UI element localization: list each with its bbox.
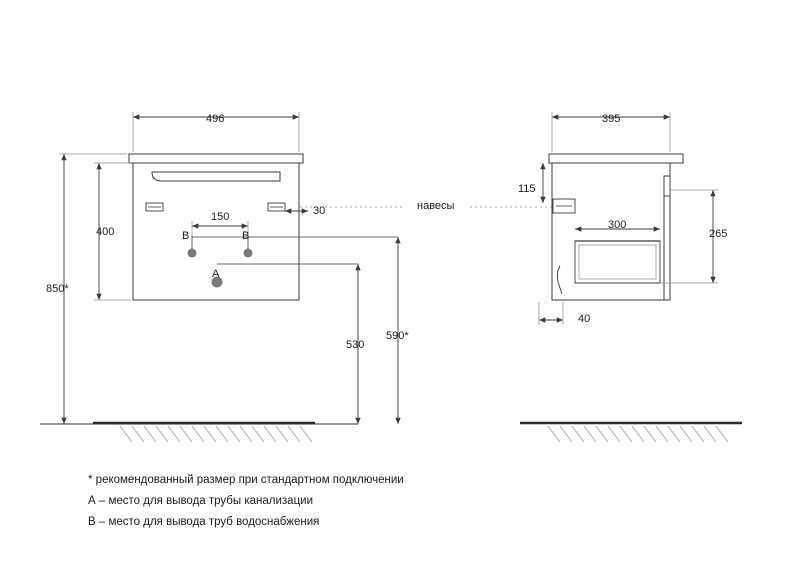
label-side-300: 300 (608, 219, 627, 231)
floor-line-right (520, 423, 742, 442)
label-side-width: 395 (602, 113, 621, 125)
label-hanger-note: навесы (417, 200, 455, 212)
floor-line-left (40, 423, 358, 442)
label-dim-530: 530 (346, 339, 365, 351)
label-front-height: 400 (96, 226, 115, 238)
legend-line-2: А – место для вывода трубы канализации (88, 495, 314, 507)
label-marker-a: A (212, 268, 220, 280)
legend-line-3: В – место для вывода труб водоснабжения (88, 516, 320, 528)
legend-line-1: * рекомендованный размер при стандартном подключении (88, 474, 404, 486)
legend (88, 470, 608, 533)
label-front-total-height: 850* (46, 283, 69, 295)
label-marker-b-right: B (242, 230, 250, 242)
label-side-265: 265 (709, 228, 728, 240)
label-hanger-offset: 30 (313, 205, 326, 217)
label-side-40: 40 (578, 313, 591, 325)
label-front-width: 496 (206, 113, 225, 125)
label-side-115: 115 (518, 183, 536, 195)
label-marker-b-left: B (182, 230, 190, 242)
dim-side-40 (539, 302, 563, 325)
label-dim-590: 590* (386, 330, 409, 342)
label-b-spacing: 150 (211, 211, 230, 223)
